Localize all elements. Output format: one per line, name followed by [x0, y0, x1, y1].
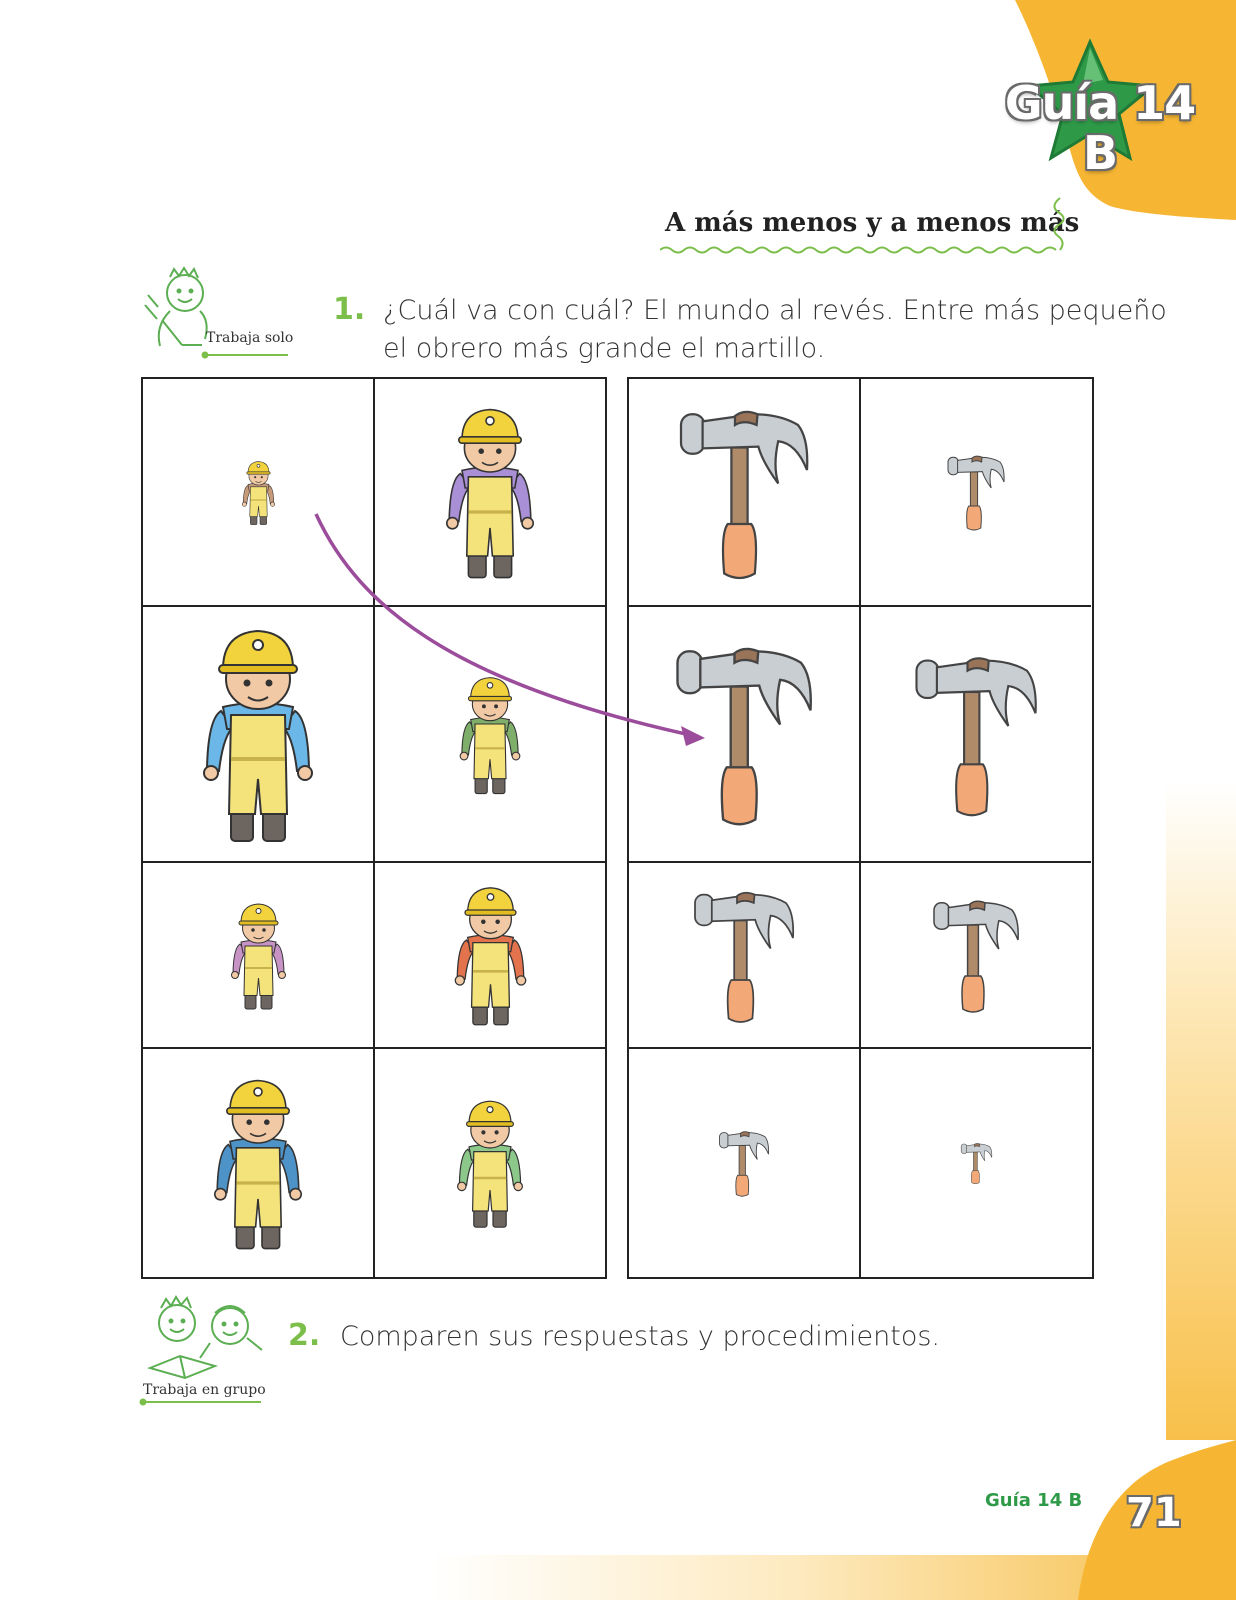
worker-icon[interactable] [448, 880, 533, 1030]
section-title: A más menos y a menos más [665, 208, 1080, 238]
activity1-instruction-line1: ¿Cuál va con cuál? El mundo al revés. Entre más pequeño [383, 295, 1167, 326]
worker-icon[interactable] [451, 1094, 529, 1232]
hammer-cell[interactable] [861, 863, 1091, 1049]
side-gradient-decoration [1166, 780, 1236, 1440]
guide-title [1000, 78, 1200, 178]
activity2-number: 2. [288, 1318, 321, 1353]
hammer-icon[interactable] [688, 882, 800, 1029]
hammer-cell[interactable] [861, 379, 1091, 607]
worker-icon[interactable] [226, 898, 291, 1013]
hammer-icon[interactable] [928, 892, 1024, 1018]
page-number: 71 [1126, 1490, 1182, 1536]
worker-cell[interactable] [375, 1049, 605, 1277]
hammer-cell[interactable] [861, 607, 1091, 863]
footer-guide-label: Guía 14 B [985, 1490, 1083, 1511]
hammer-cell[interactable] [861, 1049, 1091, 1277]
work-in-group-caption: Trabaja en grupo [143, 1382, 266, 1398]
worker-icon[interactable] [239, 458, 278, 527]
hammer-cell[interactable] [629, 863, 861, 1049]
work-alone-underline [200, 350, 290, 360]
activity2-instruction: Comparen sus respuestas y procedimientos. [340, 1321, 940, 1352]
section-title-wavy-underline [660, 195, 1080, 270]
hammer-cell[interactable] [629, 1049, 861, 1277]
work-in-group-icon [135, 1288, 270, 1383]
worker-cell[interactable] [143, 1049, 375, 1277]
activity1-instruction [383, 292, 1167, 368]
hammer-icon[interactable] [959, 1140, 994, 1186]
guide-title-line1: Guía 14 [1004, 76, 1196, 130]
worker-icon[interactable] [206, 1071, 310, 1255]
activity1-number: 1. [333, 292, 366, 327]
example-matching-arrow[interactable] [300, 500, 720, 760]
hammer-icon[interactable] [908, 645, 1044, 824]
activity1-instruction-line2: el obrero más grande el martillo. [383, 333, 826, 364]
guide-title-line2: B [1082, 126, 1118, 180]
hammer-icon[interactable] [716, 1126, 772, 1200]
work-in-group-underline [138, 1397, 263, 1407]
worker-cell[interactable] [143, 863, 375, 1049]
work-alone-caption: Trabaja solo [206, 330, 294, 346]
hammer-icon[interactable] [944, 450, 1008, 534]
worker-cell[interactable] [375, 863, 605, 1049]
